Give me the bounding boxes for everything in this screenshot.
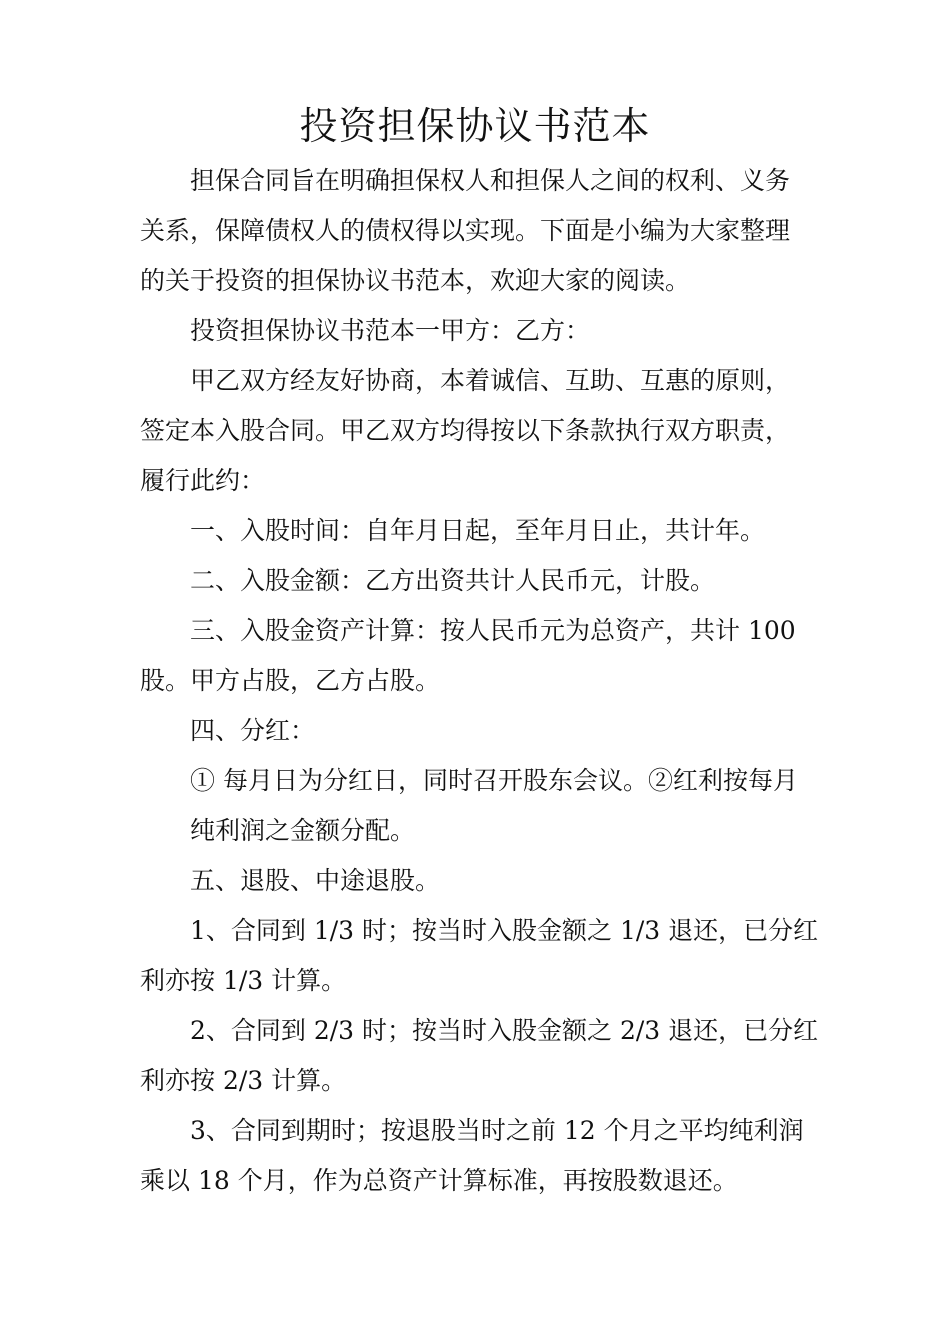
clause-line: 一、入股时间：自年月日起，至年月日止，共计年。	[190, 516, 766, 545]
paragraph-line: 甲乙双方经友好协商，本着诚信、互助、互惠的原则，	[190, 366, 791, 395]
paragraph-line: 担保合同旨在明确担保权人和担保人之间的权利、义务	[190, 166, 791, 195]
clause-line: 四、分红：	[190, 716, 316, 745]
paragraph-line: 签定本入股合同。甲乙双方均得按以下条款执行双方职责，	[140, 416, 791, 445]
clause-line: 五、退股、中途退股。	[190, 866, 441, 895]
clause-line: 3、合同到期时；按退股当时之前 12 个月之平均纯利润	[190, 1116, 804, 1145]
clause-line: 1、合同到 1/3 时；按当时入股金额之 1/3 退还，已分红	[190, 916, 819, 945]
clause-line: 乘以 18 个月，作为总资产计算标准，再按股数退还。	[140, 1166, 738, 1195]
clause-line: 二、入股金额：乙方出资共计人民币元，计股。	[190, 566, 716, 595]
paragraph-line: 关系，保障债权人的债权得以实现。下面是小编为大家整理	[140, 216, 791, 245]
document-title: 投资担保协议书范本	[299, 104, 651, 148]
clause-line: 三、入股金资产计算：按人民币元为总资产，共计 100	[190, 616, 796, 645]
clause-line: 利亦按 2/3 计算。	[140, 1066, 347, 1095]
clause-line: ① 每月日为分红日，同时召开股东会议。②红利按每月	[190, 766, 798, 795]
paragraph-line: 的关于投资的担保协议书范本，欢迎大家的阅读。	[140, 266, 691, 295]
paragraph-line: 投资担保协议书范本一甲方：乙方：	[190, 316, 591, 345]
clause-line: 利亦按 1/3 计算。	[140, 966, 347, 995]
clause-line: 股。甲方占股，乙方占股。	[140, 666, 441, 695]
paragraph-line: 履行此约：	[140, 466, 266, 495]
clause-line: 纯利润之金额分配。	[190, 816, 416, 845]
clause-line: 2、合同到 2/3 时；按当时入股金额之 2/3 退还，已分红	[190, 1016, 819, 1045]
